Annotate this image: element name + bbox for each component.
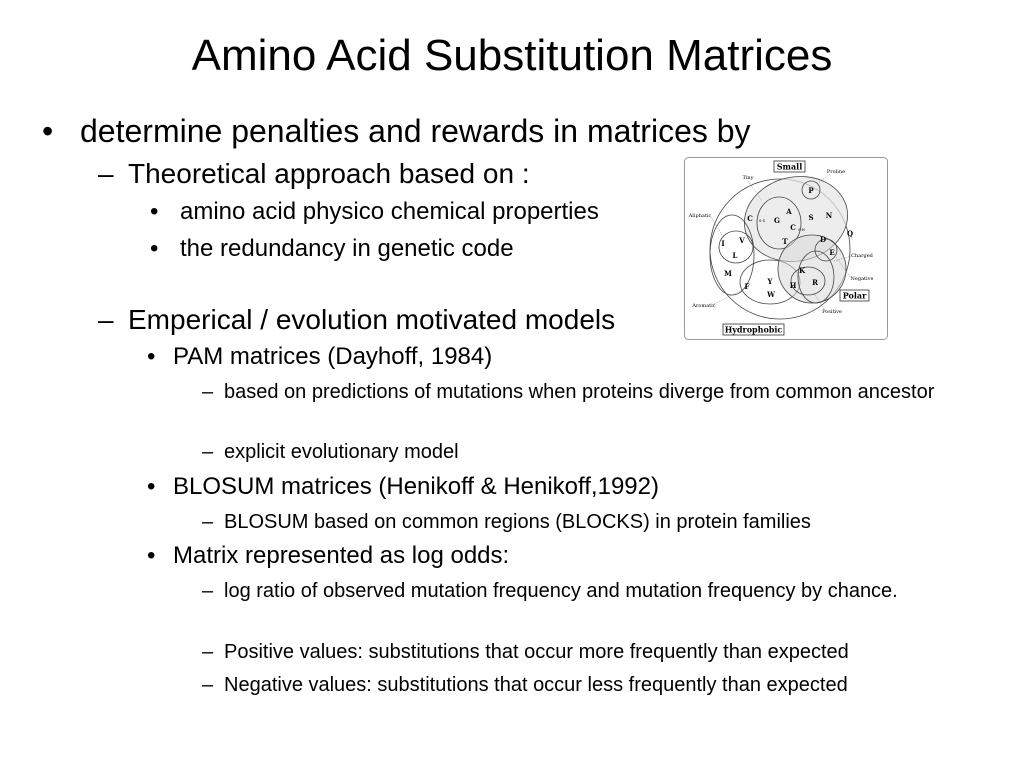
tiny-label: Tiny (742, 175, 754, 181)
residue-w: W (767, 290, 775, 299)
logodds-item-text: log ratio of observed mutation frequency and mutation frequency by chance. (224, 580, 898, 602)
dash-marker: – (202, 580, 214, 602)
logodds-item (202, 638, 849, 666)
dash-marker: – (202, 511, 214, 533)
blosum-heading (147, 473, 659, 501)
residue-k: K (798, 266, 806, 275)
residue-c-ss: C (747, 214, 753, 223)
theoretical-item-text: the redundancy in genetic code (180, 235, 514, 262)
bullet-marker: • (150, 235, 159, 262)
residue-p: P (808, 186, 814, 195)
empirical-label: Emperical / evolution motivated models (128, 304, 616, 335)
residue-l: L (732, 251, 738, 260)
bullet-marker: • (147, 473, 156, 500)
logodds-item-text: Negative values: substitutions that occur less frequently than expected (224, 674, 848, 696)
residue-c-sh-subscript: S-H (798, 228, 805, 232)
pam-label: PAM matrices (Dayhoff, 1984) (173, 343, 493, 370)
negative-label: Negative (850, 276, 874, 282)
residue-y: Y (767, 277, 773, 286)
bullet-top-text: determine penalties and rewards in matrices by (80, 113, 751, 149)
dash-marker: – (202, 641, 214, 663)
blosum-item-text: BLOSUM based on common regions (BLOCKS) in protein families (224, 511, 811, 533)
residue-i: I (721, 239, 725, 248)
residue-h: H (789, 281, 797, 290)
residue-m: M (724, 269, 732, 278)
residue-n: N (825, 211, 833, 220)
pam-item-text: explicit evolutionary model (224, 441, 459, 463)
bullet-marker: • (147, 542, 156, 569)
polar-box-label: Polar (842, 290, 867, 301)
positive-label: Positive (822, 309, 842, 315)
logodds-heading (147, 542, 509, 570)
dash-marker: – (202, 674, 214, 696)
aliphatic-label: Aliphatic (688, 213, 712, 219)
residue-v: V (739, 236, 745, 245)
dash-marker: – (98, 304, 114, 335)
hydrophobic-box-label: Hydrophobic (724, 324, 783, 335)
proline-label: Proline (826, 169, 846, 175)
small-box-label: Small (776, 161, 803, 172)
residue-c-sh: C (790, 223, 796, 232)
dash-marker: – (202, 381, 214, 403)
residue-r: R (812, 278, 818, 287)
empirical-heading (98, 304, 615, 336)
residue-t: T (782, 237, 788, 246)
bullet-marker: • (42, 113, 54, 149)
theoretical-label: Theoretical approach based on : (128, 158, 530, 189)
bullet-marker: • (150, 198, 159, 225)
logodds-item (202, 671, 848, 699)
residue-s: S (808, 213, 814, 222)
residue-d: D (819, 235, 827, 244)
residue-f: F (744, 282, 750, 291)
pam-item-text: based on predictions of mutations when proteins diverge from common ancestor (224, 381, 935, 403)
pam-item (202, 438, 459, 466)
theoretical-item (150, 235, 514, 263)
pam-heading (147, 343, 492, 371)
residue-q: Q (846, 229, 854, 238)
theoretical-item-text: amino acid physico chemical properties (180, 198, 599, 225)
theoretical-item (150, 198, 599, 226)
residue-c-ss-subscript: S-S (759, 219, 766, 223)
blosum-item (202, 508, 811, 536)
residue-a: A (786, 207, 792, 216)
theoretical-heading (98, 158, 530, 190)
pam-item (202, 378, 962, 406)
residue-e: E (829, 248, 835, 257)
logodds-item (202, 577, 962, 605)
logodds-label: Matrix represented as log odds: (173, 542, 510, 569)
amino-acid-venn-diagram (684, 157, 888, 340)
residue-g: G (774, 216, 780, 225)
logodds-item-text: Positive values: substitutions that occur more frequently than expected (224, 641, 849, 663)
slide-title: Amino Acid Substitution Matrices (191, 31, 833, 80)
blosum-label: BLOSUM matrices (Henikoff & Henikoff,1992) (173, 473, 659, 500)
dash-marker: – (98, 158, 114, 189)
venn-svg (684, 157, 888, 340)
bullet-top (42, 113, 751, 149)
dash-marker: – (202, 441, 214, 463)
aromatic-label: Aromatic (692, 303, 716, 309)
charged-label: Charged (851, 253, 873, 259)
bullet-marker: • (147, 343, 156, 370)
